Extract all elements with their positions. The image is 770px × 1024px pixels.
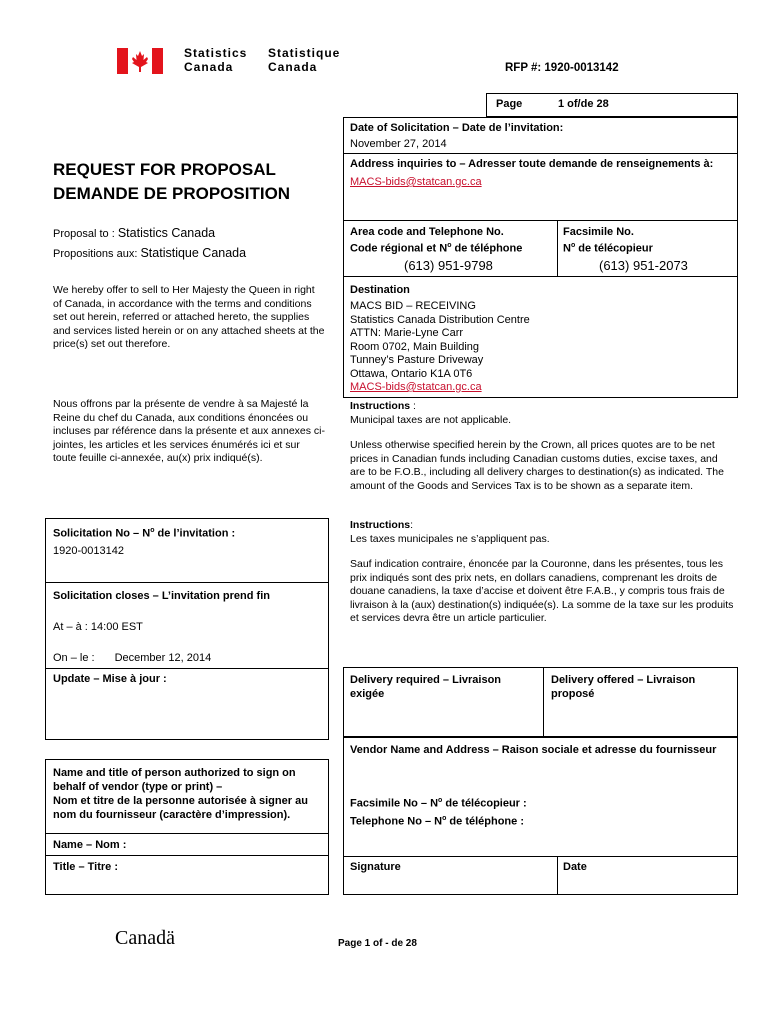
delivery-offered-label: Delivery offered – Livraison proposé xyxy=(551,674,696,700)
destination-line: Statistics Canada Distribution Centre xyxy=(350,313,530,326)
name-label: Name – Nom : xyxy=(53,839,127,851)
phone-label xyxy=(350,225,522,256)
phone-label-line2: Code régional et $N^o$ de téléphone xyxy=(350,242,523,255)
solicitation-no-label: Solicitation No – $N^o$ de l’invitation : xyxy=(53,527,236,540)
instructions-en-p2: Unless otherwise specified herein by the Crown, all prices quotes are to be net prices in Canadian funds including Canadian customs duties, excise taxes, and are to be F.O.B., including all delivery charges to destination(s) as indicated. The amount of the Goods and Services Tax is to be shown as a separate item. xyxy=(350,439,724,492)
destination-label: Destination xyxy=(350,284,410,296)
destination-line: Room 0702, Main Building xyxy=(350,340,480,353)
wordmark-fr-line1: Statistique xyxy=(268,46,341,60)
closes-on xyxy=(53,652,211,664)
closes-on-label: On – le : xyxy=(53,652,95,664)
page-label: Page xyxy=(496,98,523,110)
authorized-label-en: Name and title of person authorized to sign on behalf of vendor (type or print) – xyxy=(53,767,296,793)
fax-label-line2: $N^o$ de télécopieur xyxy=(563,242,653,255)
propositions-aux-label: Propositions aux: xyxy=(53,248,138,260)
fax-value: (613) 951-2073 xyxy=(599,258,688,273)
fax-label xyxy=(563,225,653,256)
address-inquiries-label: Address inquiries to – Adresser toute demande de renseignements à: xyxy=(350,158,714,170)
statistics-canada-wordmark xyxy=(184,46,247,74)
propositions-aux-value: Statistique Canada xyxy=(140,246,247,260)
phone-label-line1: Area code and Telephone No. xyxy=(350,226,504,238)
closes-at: At – à : 14:00 EST xyxy=(53,621,143,633)
rfp-number: RFP #: 1920-0013142 xyxy=(505,62,619,74)
phone-value: (613) 951-9798 xyxy=(404,258,493,273)
instructions-fr-p1: Les taxes municipales ne s’appliquent pas. xyxy=(350,532,550,545)
destination-line: ATTN: Marie-Lyne Carr xyxy=(350,327,464,339)
instructions-en-p1: Municipal taxes are not applicable. xyxy=(350,413,512,426)
title-line-en: REQUEST FOR PROPOSAL xyxy=(53,160,276,179)
footer-page-number: Page 1 of - de 28 xyxy=(338,938,417,949)
update-label: Update – Mise à jour : xyxy=(53,673,167,685)
proposal-to-label: Proposal to : xyxy=(53,228,115,240)
offer-text-fr: Nous offrons par la présente de vendre à sa Majesté la Reine du chef du Canada, aux conditions énoncées ou incluses par référence dans la présente et aux annexes ci-jointes, les articles et les services énumérés ici et sur toute feuille ci-annexée, au(x) prix indiqué(s). xyxy=(53,398,325,464)
page-count-value: 1 of/de 28 xyxy=(558,98,609,110)
instructions-fr: Instructions: Les taxes municipales ne s’appliquent pas. Sauf indication contraire, énoncée par la Couronne, dans les présentes, tous les prix indiqués sont des prix nets, en dollars canadiens, comprenant les droits de douane canadiens, la taxe d’accise et doivent être F.A.B., y compris tous frais de livraison à la (aux) destination(s) indiquée(s). La somme de la taxe sur les produits et services devra être un article particulier. xyxy=(350,519,734,624)
proposal-to-value: Statistics Canada xyxy=(117,226,216,240)
wordmark-en-line1: Statistics xyxy=(184,46,248,60)
wordmark-en-line2: Canada xyxy=(184,60,234,74)
destination-line: Tunney’s Pasture Driveway xyxy=(350,354,484,366)
page-box xyxy=(486,93,738,117)
canada-flag-icon xyxy=(117,48,163,74)
closes-on-value: December 12, 2014 xyxy=(114,652,212,664)
inquiries-email-link[interactable]: MACS-bids@statcan.gc.ca xyxy=(350,176,482,188)
fax-label-line1: Facsimile No. xyxy=(563,226,634,238)
wordmark-fr-line2: Canada xyxy=(268,60,318,74)
instructions-fr-p2: Sauf indication contraire, énoncée par la Couronne, dans les présentes, tous les prix indiqués sont des prix nets, en dollars canadiens, comprenant les droits de douane canadiens, la taxe d’accise et doivent être F.A.B., y compris tous frais de livraison à la (aux) destination(s) indiquée(s). La somme de la taxe sur les produits et services devra être un article particulier. xyxy=(350,558,734,624)
signature-label: Signature xyxy=(350,861,401,873)
title-line-fr: DEMANDE DE PROPOSITION xyxy=(53,184,291,203)
instructions-en-label: Instructions xyxy=(350,400,411,412)
page-title xyxy=(53,158,290,206)
solicitation-no-value: 1920-0013142 xyxy=(53,545,124,557)
closes-label: Solicitation closes – L’invitation prend fin xyxy=(53,590,270,602)
instructions-fr-label: Instructions xyxy=(350,519,411,531)
delivery-required-label: Delivery required – Livraison exigée xyxy=(350,674,502,700)
canada-wordmark-logo: Canadä xyxy=(115,927,175,949)
authorized-label xyxy=(53,766,323,822)
offer-text-en: We hereby offer to sell to Her Majesty the Queen in right of Canada, in accordance with the terms and conditions set out herein, referred or attached hereto, the supplies and services listed herein or on any attached sheets at the price(s) set out therefore. xyxy=(53,284,325,350)
solicitation-date-value: November 27, 2014 xyxy=(350,138,447,150)
title-label: Title – Titre : xyxy=(53,861,119,873)
destination-line: MACS BID – RECEIVING xyxy=(350,300,476,312)
vendor-telephone-label: Telephone No – $N^o$ de téléphone : xyxy=(350,815,524,828)
destination-line: Ottawa, Ontario K1A 0T6 xyxy=(350,367,473,380)
vendor-fax-label: Facsimile No – $N^o$ de télécopieur : xyxy=(350,797,527,810)
destination-email-link[interactable]: MACS-bids@statcan.gc.ca xyxy=(350,381,482,393)
authorized-label-fr: Nom et titre de la personne autorisée à signer au nom du fournisseur (caractère d’impression). xyxy=(53,795,308,821)
page-count xyxy=(558,98,609,110)
proposal-to xyxy=(53,224,246,264)
statistique-canada-wordmark xyxy=(268,46,340,74)
date-label: Date xyxy=(563,861,587,873)
instructions-en: Instructions : Municipal taxes are not applicable. Unless otherwise specified herein by the Crown, all prices quotes are to be net prices in Canadian funds including Canadian customs duties, excise taxes, and are to be F.O.B., including all delivery charges to destination(s) as indicated. The amount of the Goods and Services Tax is to be shown as a separate item. xyxy=(350,400,735,493)
vendor-label: Vendor Name and Address – Raison sociale et adresse du fournisseur xyxy=(350,744,717,756)
solicitation-date-label: Date of Solicitation – Date de l’invitation: xyxy=(350,122,564,134)
destination-address xyxy=(350,300,530,395)
